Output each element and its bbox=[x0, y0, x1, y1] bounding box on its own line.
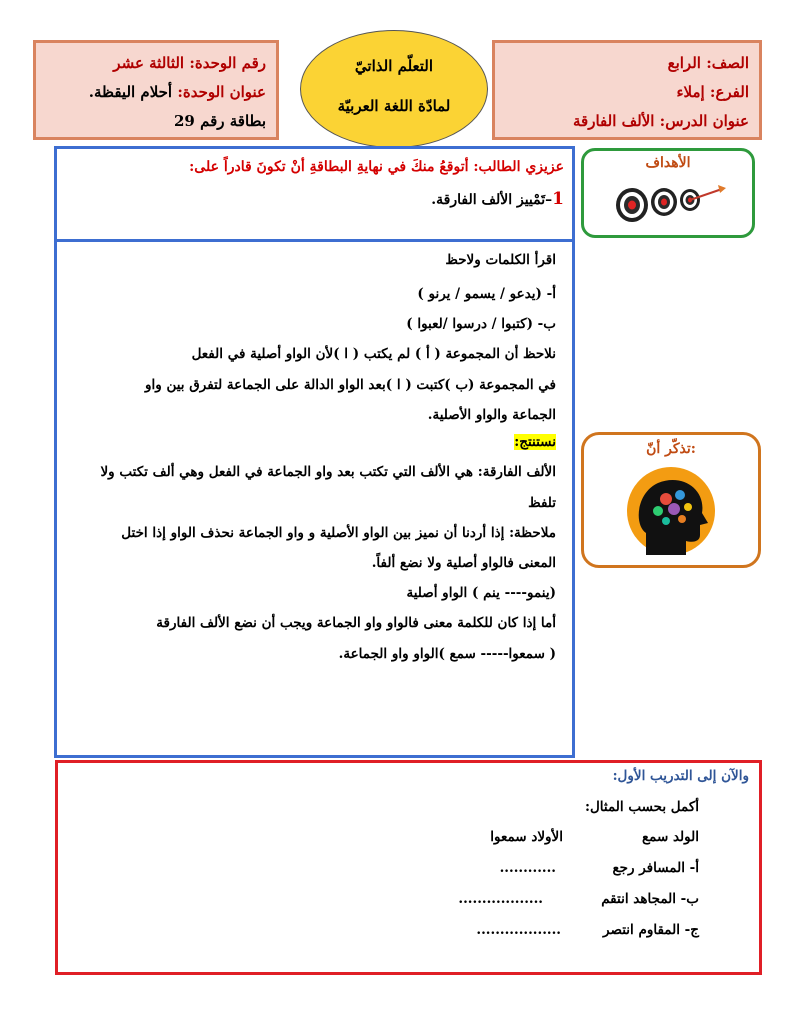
exercise-item-b: ب- المجاهد انتقم bbox=[601, 891, 699, 907]
exercise-title: والآن إلى التدريب الأول: bbox=[612, 768, 749, 784]
branch-line: الفرع: إملاء bbox=[676, 83, 749, 101]
content-line-5: في المجموعة (ب )كتبت ( ا )بعد الواو الدالة على الجماعة لتفرق بين واو bbox=[144, 377, 556, 393]
content-line-3: ب- (كتبوا / درسوا /لعبوا ) bbox=[406, 316, 556, 332]
example-1: (ينمو---- ينم ) الواو أصلية bbox=[406, 585, 556, 601]
note-line-1: ملاحظة: إذا أردنا أن نميز بين الواو الأصلية و واو الجماعة نحذف الواو إذا اختل bbox=[121, 525, 556, 541]
subject-name: لمادّة اللغة العربيّة bbox=[337, 97, 451, 115]
self-learning-title: التعلّم الذاتيّ bbox=[354, 57, 434, 75]
content-line-4: نلاحظ أن المجموعة ( أ ) لم يكتب ( ا )لأن الواو أصلية في الفعل bbox=[191, 346, 556, 362]
unit-title-line: عنوان الوحدة: أحلام اليقظة. bbox=[88, 83, 266, 101]
exercise-blank-b[interactable]: .................. bbox=[458, 891, 543, 907]
card-number-line: بطاقة رقم 29 bbox=[174, 112, 266, 130]
lesson-info-box bbox=[492, 40, 762, 140]
exercise-blank-c[interactable]: .................. bbox=[476, 922, 561, 938]
exercise-instruction: أكمل بحسب المثال: bbox=[584, 799, 699, 815]
remember-box bbox=[581, 432, 761, 568]
objectives-intro: عزيزي الطالب: أتوقعُ منكَ في نهايةِ البطاقةِ أنْ تكونَ قادراً على: bbox=[189, 159, 564, 175]
grade-line: الصف: الرابع bbox=[667, 54, 749, 72]
example-singular: الولد سمع bbox=[641, 829, 699, 845]
goals-box bbox=[581, 148, 755, 238]
objective-item bbox=[431, 189, 564, 209]
remember-title: تذكّر أنّ: bbox=[646, 441, 696, 457]
objective-text: –تَمْييز الألف الفارقة. bbox=[431, 192, 553, 208]
conclude-heading: نستنتج: bbox=[514, 434, 556, 450]
exercise-blank-a[interactable]: ............ bbox=[499, 860, 556, 876]
content-line-1: اقرأ الكلمات ولاحظ bbox=[445, 252, 556, 268]
goals-title: الأهداف bbox=[645, 155, 691, 171]
note-line-3: أما إذا كان للكلمة معنى فالواو واو الجماعة ويجب أن نضع الألف الفارقة bbox=[156, 615, 556, 631]
example-2: ( سمعوا----- سمع )الواو واو الجماعة. bbox=[338, 646, 556, 662]
rule-line-2: تلفظ bbox=[528, 495, 556, 511]
exercise-item-c: ج- المقاوم انتصر bbox=[603, 922, 699, 938]
unit-info-box bbox=[33, 40, 279, 140]
brain-head-icon bbox=[616, 463, 726, 563]
content-line-2: أ- (يدعو / يسمو / يرنو ) bbox=[417, 286, 556, 302]
target-icon bbox=[610, 179, 730, 227]
content-line-6: الجماعة والواو الأصلية. bbox=[427, 407, 556, 423]
rule-line-1: الألف الفارقة: هي الألف التي تكتب بعد واو الجماعة في الفعل وهي ألف تكتب ولا bbox=[100, 464, 556, 480]
example-plural: الأولاد سمعوا bbox=[490, 829, 563, 845]
objectives-box bbox=[54, 146, 575, 242]
subject-title-oval bbox=[300, 30, 488, 148]
exercise-item-a: أ- المسافر رجع bbox=[612, 860, 699, 876]
unit-number-line: رقم الوحدة: الثالثة عشر bbox=[113, 54, 266, 72]
note-line-2: المعنى فالواو أصلية ولا نضع ألفاً. bbox=[371, 555, 556, 571]
lesson-title-line: عنوان الدرس: الألف الفارقة bbox=[573, 112, 749, 130]
objective-number: 1 bbox=[552, 189, 564, 209]
